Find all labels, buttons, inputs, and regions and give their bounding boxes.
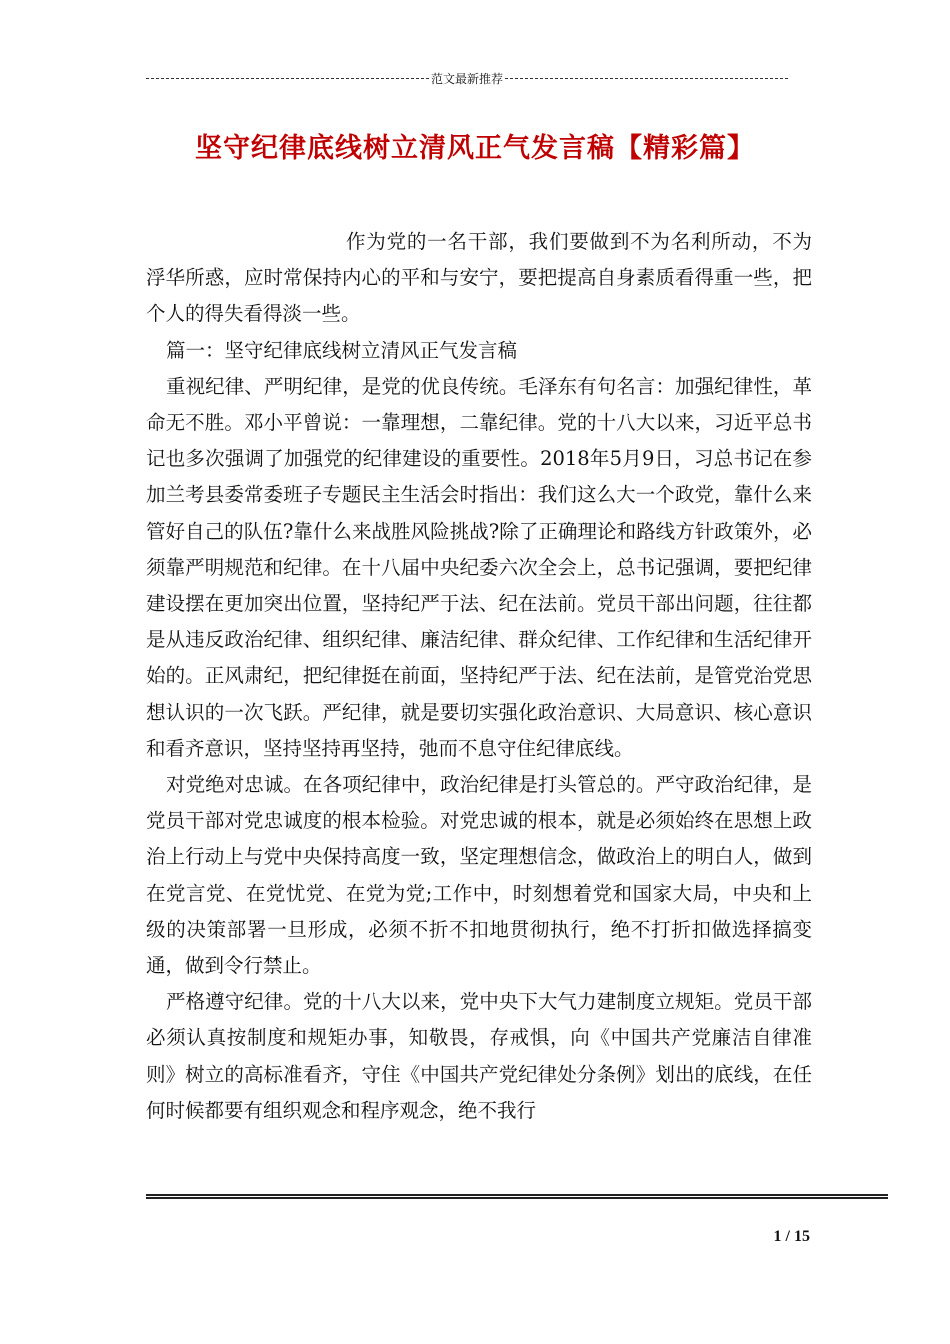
body-paragraph: 对党绝对忠诚。在各项纪律中，政治纪律是打头管总的。严守政治纪律，是党员干部对党忠诚度的根本检验。对党忠诚的根本，就是必须始终在思想上政治上行动上与党中央保持高度一致，坚定理想信念，做政治上的明白人，做到在党言党、在党忧党、在党为党;工作中，时刻想着党和国家大局，中央和上级的决策部署一旦形成，必须不折不扣地贯彻执行，绝不打折扣做选择搞变通，做到令行禁止。 xyxy=(146,773,812,978)
body-paragraph: 严格遵守纪律。党的十八大以来，党中央下大气力建制度立规矩。党员干部必须认真按制度和规矩办事，知敬畏，存戒惧，向《中国共产党廉洁自律准则》树立的高标准看齐，守住《中国共产党纪律处分条例》划出的底线，在任何时候都要有组织观念和程序观念，绝不我行 xyxy=(146,990,812,1122)
header-banner xyxy=(146,68,788,88)
intro-paragraph: 作为党的一名干部，我们要做到不为名利所动，不为浮华所惑，应时常保持内心的平和与安宁，要把提高自身素质看得重一些，把个人的得失看得淡一些。 xyxy=(146,230,812,326)
page-number: 1 / 15 xyxy=(773,1228,810,1245)
footer-rule xyxy=(146,1194,888,1199)
body-paragraph: 重视纪律、严明纪律，是党的优良传统。毛泽东有句名言：加强纪律性，革命无不胜。邓小平曾说：一靠理想，二靠纪律。党的十八大以来，习近平总书记也多次强调了加强党的纪律建设的重要性。2018年5月9日，习总书记在参加兰考县委常委班子专题民主生活会时指出：我们这么大一个政党，靠什么来管好自己的队伍?靠什么来战胜风险挑战?除了正确理论和路线方针政策外，必须靠严明规范和纪律。在十八届中央纪委六次全会上，总书记强调，要把纪律建设摆在更加突出位置，坚持纪严于法、纪在法前。党员干部出问题，往往都是从违反政治纪律、组织纪律、廉洁纪律、群众纪律、工作纪律和生活纪律开始的。正风肃纪，把纪律挺在前面，坚持纪严于法、纪在法前，是管党治党思想认识的一次飞跃。严纪律，就是要切实强化政治意识、大局意识、核心意识和看齐意识，坚持坚持再坚持，弛而不息守住纪律底线。 xyxy=(146,374,812,760)
header-dash-right xyxy=(505,78,788,79)
document-title: 坚守纪律底线树立清风正气发言稿【精彩篇】 xyxy=(195,133,755,164)
header-dash-left xyxy=(146,78,429,79)
document-body xyxy=(146,224,812,1129)
section-heading: 篇一：坚守纪律底线树立清风正气发言稿 xyxy=(166,338,518,362)
header-label: 范文最新推荐 xyxy=(431,71,504,86)
